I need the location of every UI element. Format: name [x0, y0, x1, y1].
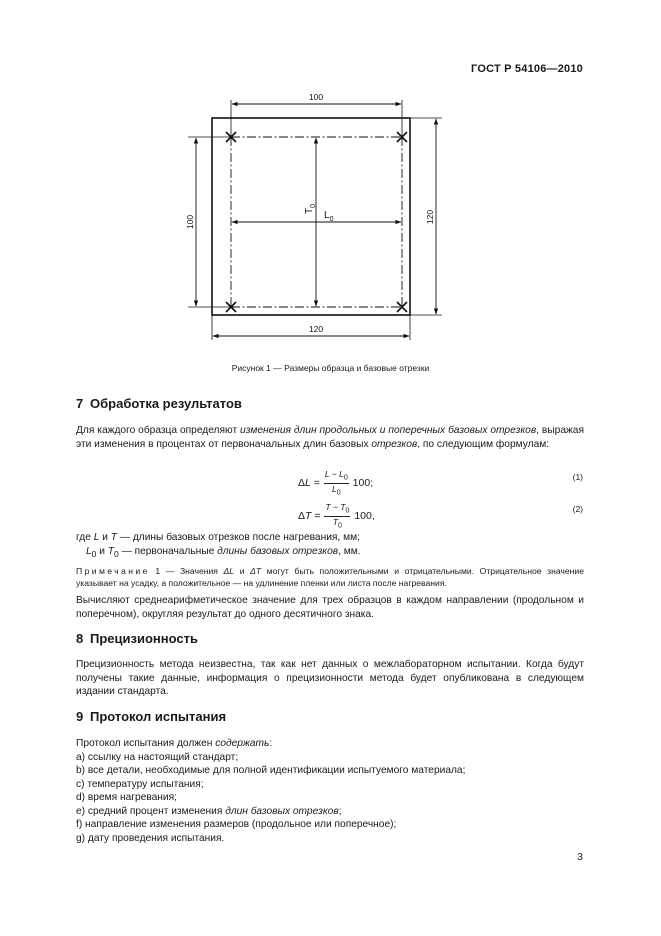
section-number: 8	[76, 631, 84, 646]
formula-2-number: (2)	[572, 504, 583, 514]
formula-2: ΔT = $\frac{T - T_0}{T_0}$ 100,	[298, 502, 375, 530]
standard-header: ГОСТ Р 54106—2010	[471, 63, 583, 75]
label-l0: $L_0$	[324, 210, 334, 223]
where-line-2: $L_0$ и $T_0$ — первоначальные длины базовых отрезков, мм.	[86, 546, 361, 560]
where-line-1: где L и T — длины базовых отрезков после нагревания, мм;	[76, 532, 360, 543]
specimen-dimension-figure	[180, 90, 450, 350]
label-t0	[304, 204, 317, 214]
list-item: c) температуру испытания;	[76, 778, 204, 790]
note-1: Примечание 1 — Значения ΔL и ΔT могут быть положительными и отрицательными. Отрицательное значение указывает на усадку, а положительное — на удлинение пленки или листа после нагревания.	[76, 566, 584, 588]
list-item: a) ссылку на настоящий стандарт;	[76, 751, 239, 763]
specimen-outline	[212, 118, 410, 315]
section-9-heading	[76, 709, 226, 724]
section-title: Обработка результатов	[90, 396, 242, 411]
section-7-heading	[76, 396, 242, 411]
section-number: 9	[76, 709, 84, 724]
formula-1-number: (1)	[572, 472, 583, 482]
section-7-para-1: Для каждого образца определяют изменения длин продольных и поперечных базовых отрезков, выражая эти изменения в процентах от первоначальных длин базовых отрезков, по следующим формулам:	[76, 425, 584, 450]
list-item: g) дату проведения испытания.	[76, 832, 225, 844]
svg-text:T0: $T_0$	[304, 203, 317, 214]
list-item: b) все детали, необходимые для полной идентификации испытуемого материала;	[76, 765, 466, 776]
dim-label-left: 100	[185, 214, 195, 230]
section-number: 7	[76, 396, 84, 411]
section-9-list	[76, 737, 465, 845]
section-8-para: Прецизионность метода неизвестна, так как нет данных о межлабораторном испытании. Когда будут получены такие данные, информация о прецизионности метода будет опубликована в следующем издании стандарта.	[76, 659, 584, 698]
figure-caption: Рисунок 1 — Размеры образца и базовые отрезки	[231, 363, 430, 373]
list-intro: Протокол испытания должен содержать:	[76, 738, 273, 749]
dim-label-right: 120	[425, 209, 435, 225]
list-item: f) направление изменения размеров (продольное или поперечное);	[76, 819, 397, 830]
section-8-heading	[76, 631, 198, 646]
formula-1: ΔL = $\frac{L - L_0}{L_0}$ 100;	[298, 469, 374, 497]
list-item: d) время нагревания;	[76, 792, 177, 803]
dim-label-bottom: 120	[308, 324, 324, 334]
section-title: Протокол испытания	[90, 709, 227, 724]
dim-label-top: 100	[308, 92, 324, 102]
list-item: e) средний процент изменения длин базовых отрезков;	[76, 805, 342, 817]
section-title: Прецизионность	[90, 631, 198, 646]
section-7-para-2: Вычисляют среднеарифметическое значение для трех образцов в каждом направлении (продольном и поперечном), округляя результат до одного десятичного знака.	[76, 595, 584, 620]
page-number: 3	[577, 851, 583, 863]
